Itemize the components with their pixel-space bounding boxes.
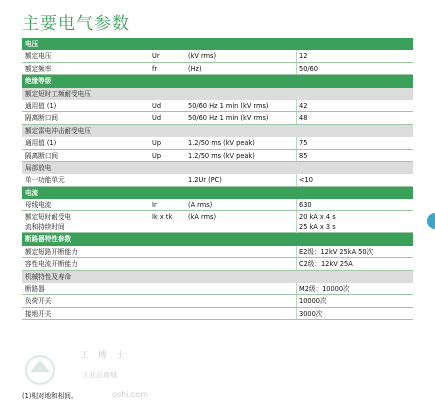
subsection-header <box>22 271 413 283</box>
watermark-brand: 工 博 士 <box>80 351 128 361</box>
parameter-value: 50/60 <box>296 63 318 74</box>
parameter-unit: 50/60 Hz 1 min (kV rms) <box>188 114 269 123</box>
parameter-name: 母线电流 <box>25 201 52 210</box>
subsection-header-label: 局部放电 <box>25 163 52 172</box>
section-header-label: 电压 <box>25 40 39 48</box>
subsection-header-label: 机械特性及寿命 <box>25 272 72 281</box>
parameter-name: 通用值 (1) <box>25 101 57 110</box>
parameter-name: 额定短路开断能力 <box>25 247 78 256</box>
parameter-symbol: Up <box>152 139 162 148</box>
page-title: 主要电气参数 <box>22 14 130 34</box>
parameter-name: 隔离断口间 <box>25 151 58 160</box>
parameter-value: 630 <box>296 199 312 210</box>
parameter-value: 10000次 <box>296 295 327 306</box>
parameter-value: 12 <box>296 50 307 61</box>
parameter-value-line: 20 kA x 4 s <box>299 213 336 222</box>
table-row <box>22 112 413 124</box>
parameter-value: <10 <box>296 174 313 185</box>
subsection-header <box>22 125 413 137</box>
parameter-name: 单一功能单元 <box>25 176 65 185</box>
table-row <box>22 308 413 320</box>
table-row <box>22 174 413 186</box>
parameter-symbol: Ik x tk <box>152 213 173 222</box>
section-header <box>22 187 413 199</box>
parameter-name: 负荷开关 <box>25 297 52 306</box>
parameter-name-line: 流和持续时间 <box>25 223 65 232</box>
parameter-symbol: Ir <box>152 201 157 210</box>
parameter-unit: 1.2/50 ms (kV peak) <box>188 151 255 160</box>
subsection-header <box>22 88 413 100</box>
parameter-unit: 1.2Ur (PC) <box>188 176 222 185</box>
table-row <box>22 246 413 258</box>
parameter-value-line: 25 kA x 3 s <box>299 223 336 232</box>
parameter-name: 额定电压 <box>25 52 52 61</box>
parameter-value: 75 <box>296 137 307 148</box>
parameter-name: 额定频率 <box>25 64 52 73</box>
parameter-symbol: Ur <box>152 52 160 61</box>
parameter-value: 42 <box>296 100 307 111</box>
parameter-value: 3000次 <box>296 308 322 319</box>
table-row <box>22 211 413 233</box>
table-row <box>22 295 413 307</box>
table-row <box>22 199 413 211</box>
section-header-label: 绝缘等级 <box>25 77 52 86</box>
parameter-unit: (kV rms) <box>188 52 217 61</box>
parameter-unit: (kA rms) <box>188 213 217 222</box>
parameter-name <box>25 211 71 232</box>
table-row <box>22 100 413 112</box>
parameter-unit: (A rms) <box>188 201 213 210</box>
parameter-symbol: Up <box>152 151 162 160</box>
subsection-header <box>22 162 413 174</box>
footnote: (1)相对地和相间。 <box>22 392 78 400</box>
section-header <box>22 38 413 50</box>
parameter-name: 容性电流开断能力 <box>25 260 78 269</box>
parameter-name: 断路器 <box>25 285 45 294</box>
table-row <box>22 283 413 295</box>
parameter-value <box>296 211 336 233</box>
table-row <box>22 150 413 162</box>
parameter-name: 隔离断口间 <box>25 114 58 123</box>
parameter-name: 接地开关 <box>25 309 52 318</box>
parameter-value: M2级：10000次 <box>296 283 350 294</box>
parameter-unit: 50/60 Hz 1 min (kV rms) <box>188 101 269 110</box>
watermark-logo-icon <box>20 350 60 390</box>
electrical-parameters-table <box>22 38 413 320</box>
watermark-subtitle: 工业品商城 <box>82 371 117 379</box>
table-row <box>22 63 413 75</box>
side-tab-icon[interactable] <box>427 213 435 229</box>
parameter-symbol: fr <box>152 64 158 73</box>
parameter-symbol: Ud <box>152 101 162 110</box>
section-header <box>22 233 413 245</box>
table-row <box>22 50 413 62</box>
parameter-name-line: 额定短时耐受电 <box>25 213 72 222</box>
subsection-header-label: 额定雷电冲击耐受电压 <box>25 126 91 135</box>
watermark-url: oshi.com <box>112 390 148 399</box>
section-header <box>22 75 413 87</box>
section-header-label: 电流 <box>25 188 39 197</box>
parameter-value: C2级：12kV 25A <box>296 258 353 269</box>
parameter-value: 85 <box>296 150 307 161</box>
parameter-unit: (Hz) <box>188 64 202 73</box>
table-row <box>22 137 413 149</box>
table-row <box>22 258 413 270</box>
subsection-header-label: 额定短时工频耐受电压 <box>25 89 91 98</box>
section-header-label: 断路器特性参数 <box>25 235 72 244</box>
parameter-value: E2级：12kV 25kA 50次 <box>296 246 373 257</box>
parameter-unit: 1.2/50 ms (kV peak) <box>188 139 255 148</box>
parameter-name: 通用值 (1) <box>25 139 57 148</box>
parameter-symbol: Ud <box>152 114 162 123</box>
parameter-value: 48 <box>296 112 307 123</box>
